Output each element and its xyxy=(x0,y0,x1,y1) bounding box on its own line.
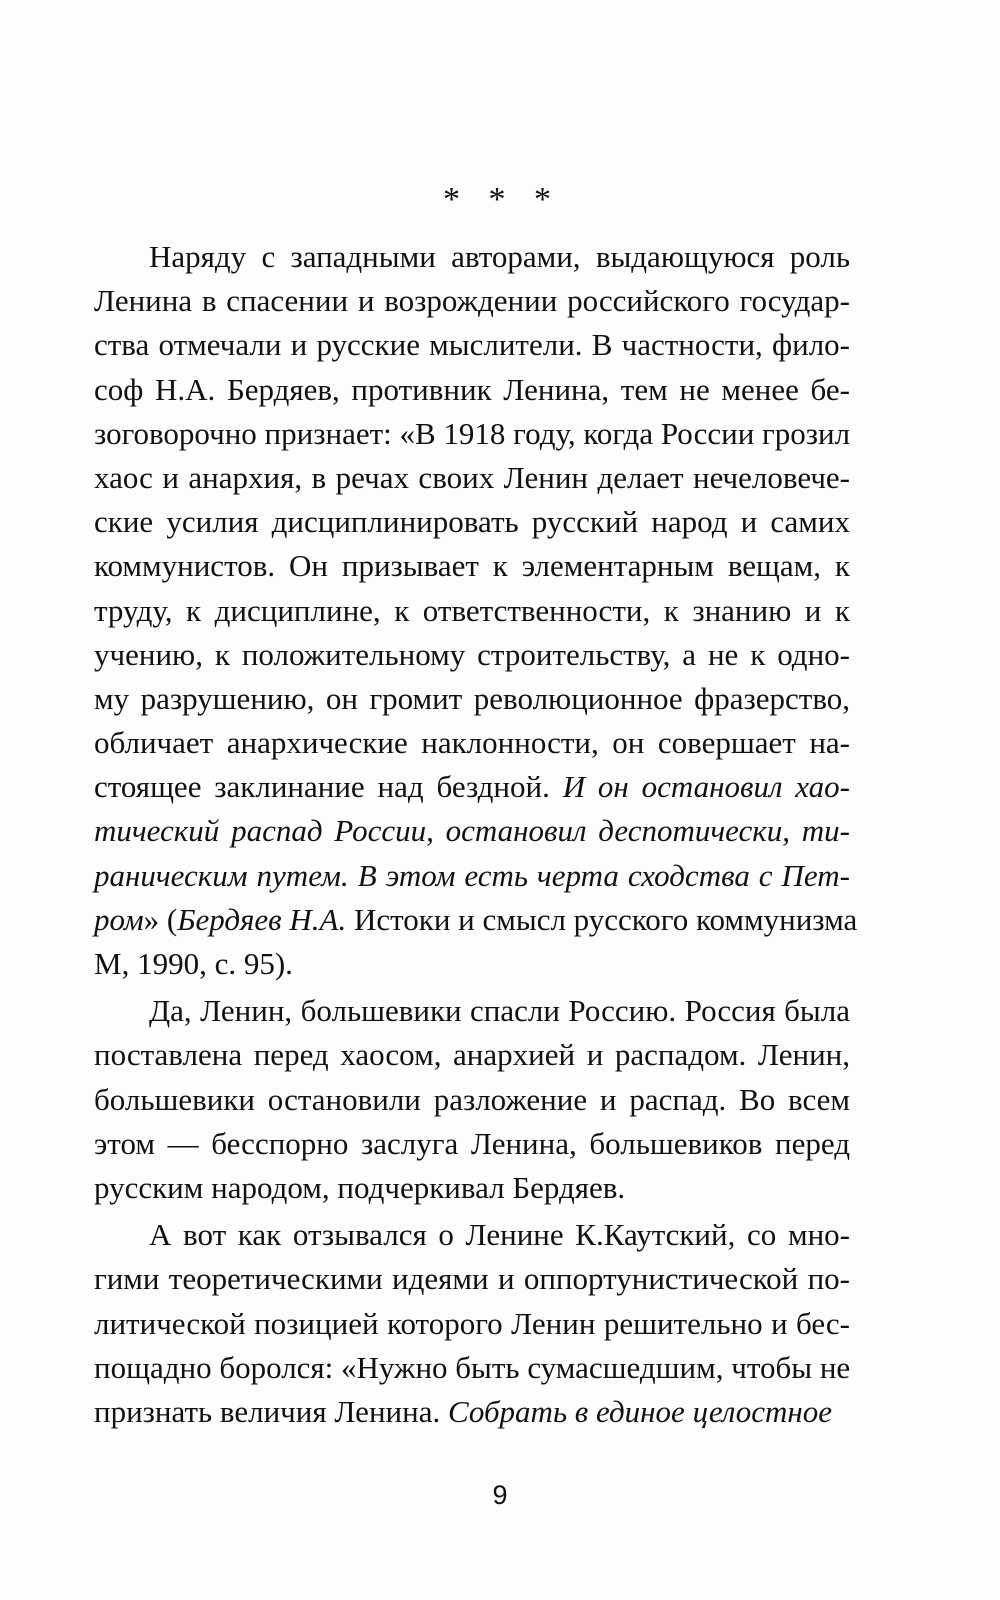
text-line xyxy=(94,500,850,544)
text-line xyxy=(94,989,850,1033)
text-segment: гими теоретическими идеями и оппортунистической по- xyxy=(94,1261,850,1297)
paragraphs-container xyxy=(94,235,858,1434)
text-segment: русским народом, подчеркивал Бердяев. xyxy=(94,1169,626,1205)
text-line xyxy=(94,1257,850,1301)
text-segment: му разрушению, он громит революционное фразерство, xyxy=(94,680,850,716)
italic-text: тический распад России, остановил деспотически, ти- xyxy=(94,813,850,849)
text-segment: учению, к положительному строительству, а не к одно- xyxy=(94,636,850,672)
text-segment: литической позицией которого Ленин решительно и бес- xyxy=(94,1305,850,1341)
text-line xyxy=(94,368,850,412)
paragraph xyxy=(94,989,850,1210)
text-line xyxy=(94,1302,850,1346)
text-segment: Ленина в спасении и возрождении российского государ- xyxy=(94,283,850,319)
text-segment: большевики остановили разложение и распад. Во всем xyxy=(94,1081,850,1117)
text-line xyxy=(94,456,850,500)
text-segment: соф Н.А. Бердяев, противник Ленина, тем не менее бе- xyxy=(94,371,850,407)
section-separator: * * * xyxy=(443,181,561,218)
text-line xyxy=(94,1033,850,1077)
text-segment: Истоки и смысл русского коммунизма xyxy=(346,901,858,937)
text-line xyxy=(94,412,850,456)
text-line xyxy=(94,633,850,677)
text-segment: признать величия Ленина. xyxy=(94,1393,448,1429)
text-line xyxy=(94,765,850,809)
italic-text: раническим путем. В этом есть черта сходства с Пет- xyxy=(94,857,850,893)
text-line xyxy=(94,279,850,323)
text-segment: коммунистов. Он призывает к элементарным вещам, к xyxy=(94,548,850,584)
text-line xyxy=(94,1166,850,1210)
text-segment: хаос и анархия, в речах своих Ленин делает нечеловече- xyxy=(94,459,850,495)
text-segment: обличает анархические наклонности, он совершает на- xyxy=(94,725,850,761)
text-segment: А вот как отзывался о Ленине К.Каутский, со мно- xyxy=(149,1217,850,1253)
body-text xyxy=(94,172,858,1434)
text-line xyxy=(94,942,850,986)
text-line xyxy=(94,544,850,588)
text-segment: труду, к дисциплине, к ответственности, к знанию и к xyxy=(94,592,850,628)
text-line xyxy=(94,1390,850,1434)
text-segment: М, 1990, с. 95). xyxy=(94,946,293,981)
text-line xyxy=(94,898,858,942)
text-segment: этом — бесспорно заслуга Ленина, большевиков перед xyxy=(94,1125,850,1161)
page-number: 9 xyxy=(492,1480,508,1510)
text-line xyxy=(94,323,850,367)
paragraph xyxy=(94,1213,850,1434)
text-line xyxy=(94,677,850,721)
text-segment: зоговорочно признает: «В 1918 году, когда России грозил xyxy=(94,415,851,451)
italic-text: И он остановил хао- xyxy=(562,769,850,805)
italic-text: Собрать в единое целостное xyxy=(447,1393,833,1429)
text-line xyxy=(94,809,850,853)
text-segment: Наряду с западными авторами, выдающуюся роль xyxy=(149,239,850,274)
text-segment: ские усилия дисциплинировать русский народ и самих xyxy=(94,504,850,540)
italic-text: Бердяев Н.А. xyxy=(177,901,347,937)
paragraph xyxy=(94,235,858,986)
text-segment: Да, Ленин, большевики спасли Россию. Россия была xyxy=(149,993,850,1029)
text-segment: » ( xyxy=(143,901,178,937)
text-line xyxy=(94,589,850,633)
text-line xyxy=(94,1122,850,1166)
text-line xyxy=(94,1346,850,1390)
text-line xyxy=(94,721,850,765)
text-segment: стоящее заклинание над бездной. xyxy=(94,769,563,805)
text-line xyxy=(94,1213,850,1257)
text-segment: пощадно боролся: «Нужно быть сумасшедшим, чтобы не xyxy=(94,1349,851,1385)
text-line xyxy=(94,235,850,279)
text-segment: ства отмечали и русские мыслители. В частности, фило- xyxy=(94,327,850,363)
text-line xyxy=(94,1078,850,1122)
text-segment: поставлена перед хаосом, анархией и распадом. Ленин, xyxy=(94,1037,850,1073)
italic-text: ром xyxy=(94,901,144,937)
text-line xyxy=(94,854,850,898)
